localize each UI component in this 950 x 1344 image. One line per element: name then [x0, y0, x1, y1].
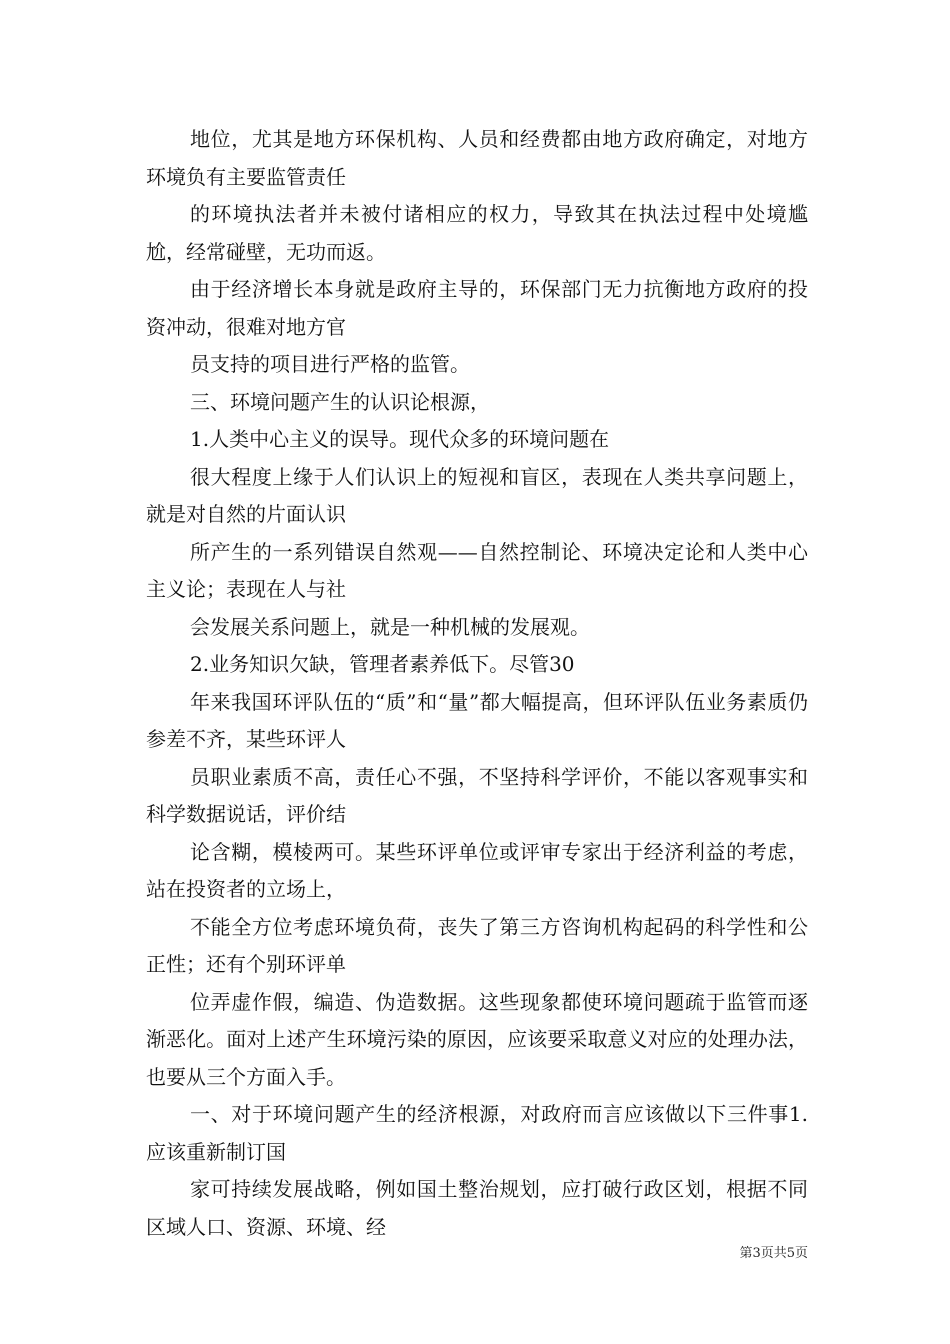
paragraph-13: 论含糊，模棱两可。某些环评单位或评审专家出于经济利益的考虑，站在投资者的立场上，: [146, 839, 808, 901]
paragraph-11: 年来我国环评队伍的“质”和“量”都大幅提高，但环评队伍业务素质仍参差不齐，某些环评人: [146, 689, 808, 751]
paragraph-17: 家可持续发展战略，例如国土整治规划，应打破行政区划，根据不同区域人口、资源、环境、经: [146, 1177, 808, 1239]
section-heading-3: 三、环境问题产生的认识论根源，: [190, 389, 490, 414]
paragraph-6: 1.人类中心主义的误导。现代众多的环境问题在: [190, 427, 610, 451]
paragraph-14: 不能全方位考虑环境负荷，丧失了第三方咨询机构起码的科学性和公正性；还有个别环评单: [146, 914, 808, 976]
paragraph-2: 的环境执法者并未被付诸相应的权力，导致其在执法过程中处境尴尬，经常碰壁，无功而返。: [146, 202, 808, 264]
paragraph-4: 员支持的项目进行严格的监管。: [190, 352, 470, 376]
paragraph-3: 由于经济增长本身就是政府主导的，环保部门无力抗衡地方政府的投资冲动，很难对地方官: [146, 277, 808, 339]
paragraph-15: 位弄虚作假，编造、伪造数据。这些现象都使环境问题疏于监管而逐渐恶化。面对上述产生环境污染的原因，应该要采取意义对应的处理办法，也要从三个方面入手。: [146, 989, 808, 1089]
paragraph-16: 一、对于环境问题产生的经济根源，对政府而言应该做以下三件事1.应该重新制订国: [146, 1102, 808, 1164]
paragraph-10: 2.业务知识欠缺，管理者素养低下。尽管30: [190, 652, 575, 676]
paragraph-12: 员职业素质不高，责任心不强，不坚持科学评价，不能以客观事实和科学数据说话，评价结: [146, 764, 808, 826]
page-number: 第3页共5页: [739, 1246, 808, 1261]
document-body: [146, 121, 808, 1246]
paragraph-7: 很大程度上缘于人们认识上的短视和盲区，表现在人类共享问题上，就是对自然的片面认识: [146, 464, 808, 526]
paragraph-8: 所产生的一系列错误自然观——自然控制论、环境决定论和人类中心主义论；表现在人与社: [146, 539, 808, 601]
paragraph-9: 会发展关系问题上，就是一种机械的发展观。: [190, 614, 590, 639]
paragraph-1: 地位，尤其是地方环保机构、人员和经费都由地方政府确定，对地方环境负有主要监管责任: [146, 127, 808, 189]
